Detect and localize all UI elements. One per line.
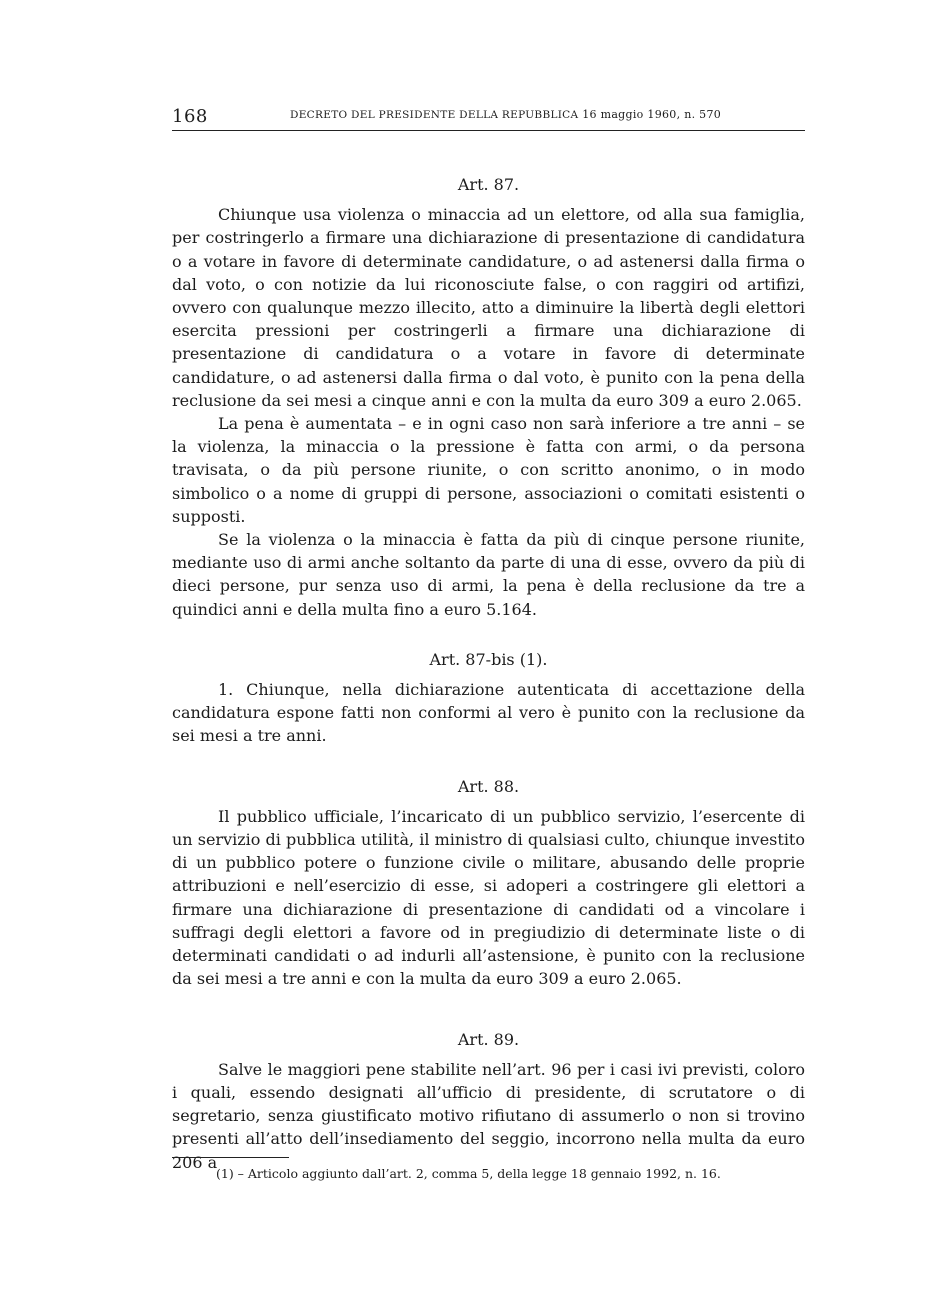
article-87 [172, 173, 805, 621]
article-paragraph: Chiunque usa violenza o minaccia ad un elettore, od alla sua famiglia, per costringerlo a firmare una dichiarazione di presentazione di candidatura o a votare in favore di determinate candidature, o ad astenersi dalla firma o dal voto, o con notizie da lui riconosciute false, o con raggiri od artifizi, ovvero con qualunque mezzo illecito, atto a diminuire la libertà degli elettori esercita pressioni per costringerli a firmare una dichiarazione di presentazione di candidatura o a votare in favore di determinate candidature, o ad astenersi dalla firma o dal voto, è punito con la pena della reclusione da sei mesi a cinque anni e con la multa da euro 309 a euro 2.065. [172, 205, 805, 410]
article-paragraph: Salve le maggiori pene stabilite nell’art. 96 per i casi ivi previsti, coloro i quali, essendo designati all’ufficio di presidente, di scrutatore o di segretario, senza giustificato motivo rifiutano di assumerlo o non si trovino presenti all’atto dell’insediamento del seggio, incorrono nella multa da euro 206 a [172, 1059, 805, 1172]
article-88 [172, 775, 805, 991]
article-paragraph: Se la violenza o la minaccia è fatta da più di cinque persone riunite, mediante uso di armi anche soltanto da parte di una di esse, ovvero da più di dieci persone, pur senza uso di armi, la pena è della reclusione da tre a quindici anni e della multa fino a euro 5.164. [172, 530, 805, 619]
article-heading: Art. 88. [457, 776, 520, 796]
article-heading: Art. 89. [457, 1029, 520, 1049]
article-87-bis [172, 648, 805, 748]
document-body [172, 173, 805, 1174]
running-title-text: DECRETO DEL PRESIDENTE DELLA REPUBBLICA [290, 109, 579, 121]
article-89 [172, 1028, 805, 1174]
article-paragraph: La pena è aumentata – e in ogni caso non sarà inferiore a tre anni – se la violenza, la minaccia o la pressione è fatta con armi, o da persona travisata, o da più persone riunite, o con scritto anonimo, o in modo simbolico o a nome di gruppi di persone, associazioni o comitati esistenti o supposti. [172, 414, 805, 526]
page-number: 168 [172, 106, 208, 127]
article-paragraph: Il pubblico ufficiale, l’incaricato di un pubblico servizio, l’esercente di un servizio di pubblica utilità, il ministro di qualsiasi culto, chiunque investito di un pubblico potere o funzione civile o militare, abusando delle proprie attribuzioni e nell’esercizio di esse, si adoperi a costringere gli elettori a firmare una dichiarazione di presentazione di candidati od a vincolare i suffragi degli elettori a favore od in pregiudizio di determinate liste o di determinati candidati o ad indurli all’astensione, è punito con la reclusione da sei mesi a tre anni e con la multa da euro 309 a euro 2.065. [172, 806, 805, 989]
article-heading: Art. 87-bis (1). [429, 649, 548, 669]
article-paragraph: 1. Chiunque, nella dichiarazione autenticata di accettazione della candidatura espone fatti non conformi al vero è punito con la reclusione da sei mesi a tre anni. [172, 680, 805, 746]
footnote-separator [172, 1157, 289, 1158]
running-title-date: 16 maggio 1960, n. 570 [582, 108, 722, 121]
running-title [290, 108, 721, 121]
running-header [172, 104, 805, 131]
article-heading: Art. 87. [457, 175, 520, 194]
footnote: (1) – Articolo aggiunto dall’art. 2, comma 5, della legge 18 gennaio 1992, n. 16. [216, 1166, 721, 1181]
